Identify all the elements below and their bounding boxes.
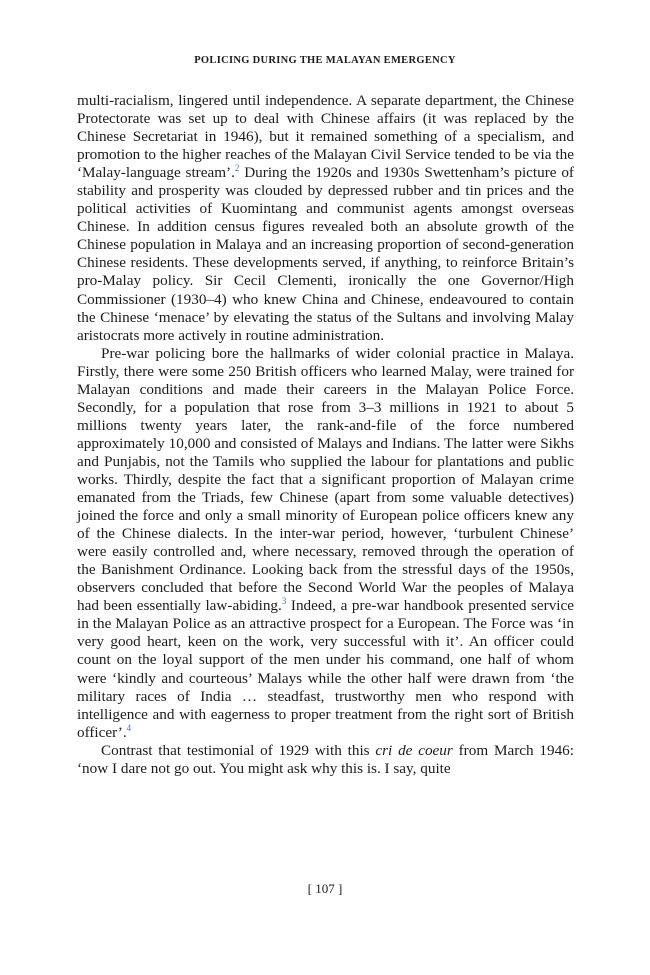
footnote-marker[interactable]: 3: [281, 596, 287, 607]
text-run: from March 1946: ‘now I dare not go out. You might ask why this is. I say, quite: [77, 741, 575, 777]
text-run: During the 1920s and 1930s Swettenham’s picture of stability and prosperity was clouded by depressed rubber and tin prices and the political activities of Kuomintang and communist agents amongst overseas Chinese. In addition census figures revealed both an absolute growth of the Chinese population in Malaya and an increasing proportion of second-generation Chinese residents. These developments served, if anything, to reinforce Britain’s pro-Malay policy. Sir Cecil Clementi, ironically the one Governor/High Commissioner (1930–4) who knew China and Chinese, endeavoured to contain the Chinese ‘menace’ by elevating the status of the Sultans and involving Malay aristocrats more actively in routine administration.: [77, 164, 574, 344]
running-head: POLICING DURING THE MALAYAN EMERGENCY: [194, 55, 456, 66]
body-text: [77, 92, 574, 778]
paragraph: [77, 92, 574, 345]
text-run: Pre-war policing bore the hallmarks of wider colonial practice in Malaya. Firstly, there were some 250 British officers who learned Malay, were trained for Malayan conditions and made their careers in the Malayan Police Force. Secondly, for a population that rose from 3–3 millions in 1921 to about 5 millions twenty years later, the rank-and-file of the force numbered approximately 10,000 and consisted of Malays and Indians. The latter were Sikhs and Punjabis, not the Tamils who supplied the labour for plantations and public works. Thirdly, despite the fact that a significant proportion of Malayan crime emanated from the Triads, few Chinese (apart from some valuable detectives) joined the force and only a small minority of European police officers knew any of the Chinese dialects. In the inter-war period, however, ‘turbulent Chinese’ were easily controlled and, where necessary, removed through the operation of the Banishment Ordinance. Looking back from the stressful days of the 1950s, observers concluded that before the Second World War the peoples of Malaya had been essentially law-abiding.: [77, 344, 574, 615]
paragraph: [77, 742, 574, 778]
page-number: [ 107 ]: [307, 881, 343, 896]
paragraph: [77, 345, 574, 742]
text-run: Indeed, a pre-war handbook presented service in the Malayan Police as an attractive prospect for a European. The Force was ‘in very good heart, keen on the work, very successful with it’. An officer could count on the loyal support of the men under his command, one half of whom were ‘kindly and courteous’ Malays while the other half were drawn from ‘the military races of India … steadfast, trustworthy men who respond with intelligence and with eagerness to proper treatment from the right sort of British officer’.: [77, 597, 575, 741]
footnote-marker[interactable]: 4: [126, 722, 132, 733]
footnote-marker[interactable]: 2: [234, 163, 240, 174]
text-run: multi-racialism, lingered until independence. A separate department, the Chinese Protectorate was set up to deal with Chinese affairs (it was replaced by the Chinese Secretariat in 1946), but it remained something of a specialism, and promotion to the higher reaches of the Malayan Civil Service tended to be via the ‘Malay-language stream’.: [77, 92, 574, 182]
text-run: Contrast that testimonial of 1929 with this: [101, 741, 376, 759]
italic-text: cri de coeur: [375, 741, 453, 759]
